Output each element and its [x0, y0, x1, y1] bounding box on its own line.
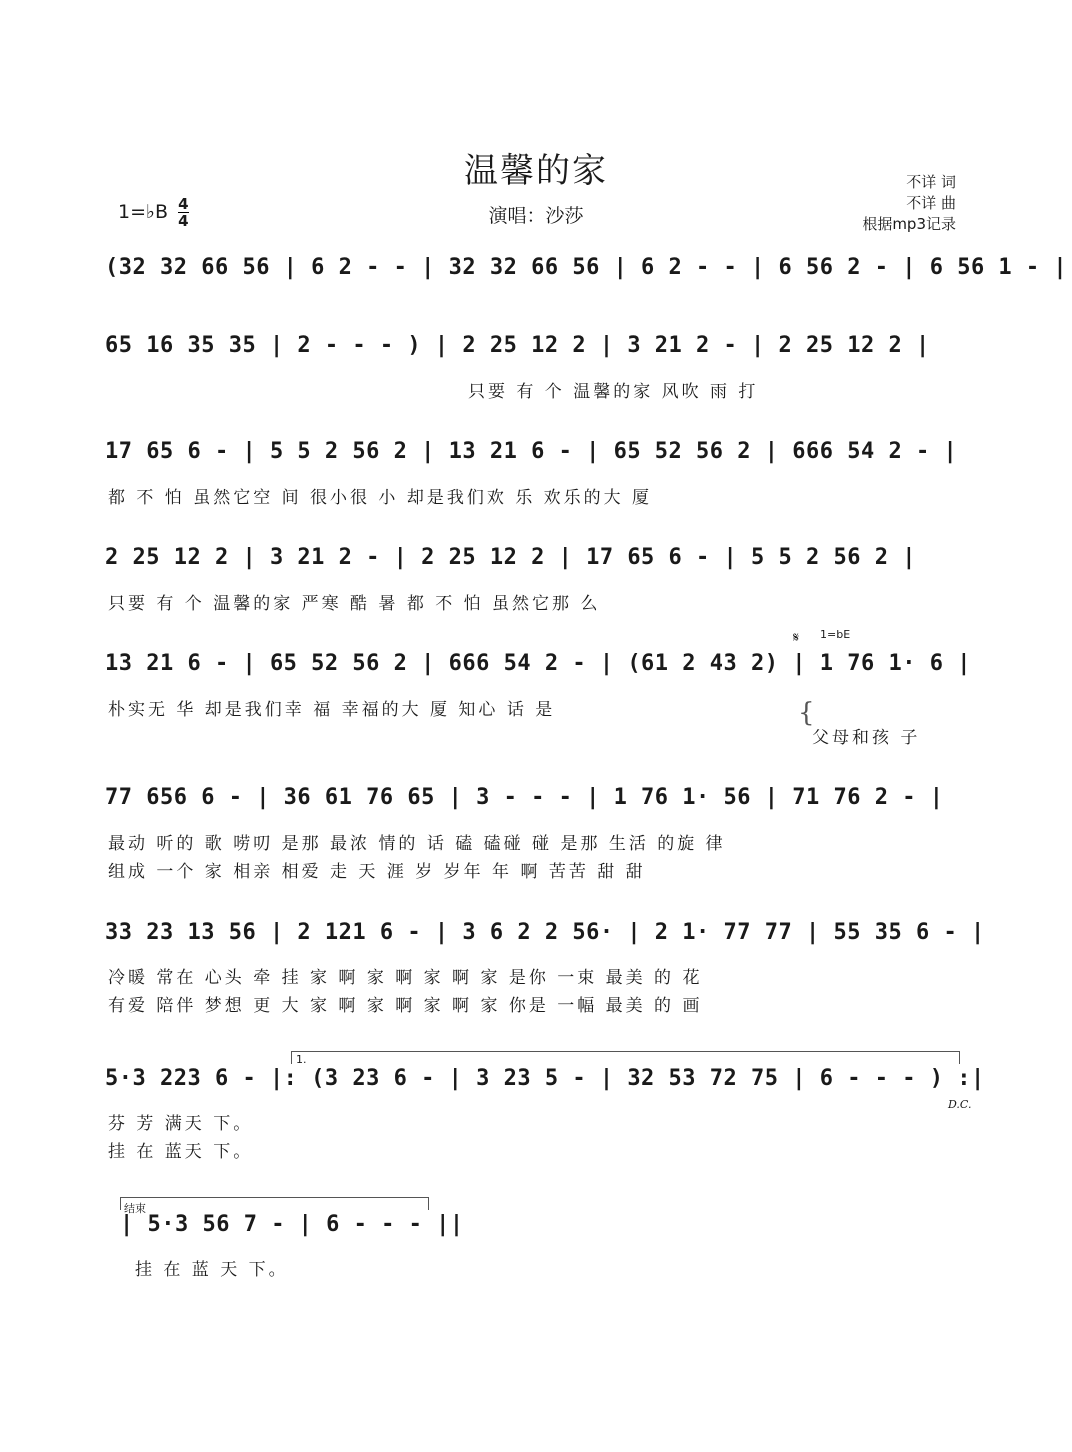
score-row-2-notes: 65 16 35 35 | 2 - - - ) | 2 25 12 2 | 3 21 2 - | 2 25 12 2 | [105, 333, 930, 358]
singer-credit: 演唱：沙莎 [488, 205, 584, 227]
composer-credit: 不详 曲 [906, 194, 956, 212]
score-row-5-notes: 13 21 6 - | 65 52 56 2 | 666 54 2 - | (61 2 43 2) | 1 76 1· 6 | [105, 651, 971, 676]
credits-block [862, 172, 956, 235]
score-row-9-notes: | 5·3 56 7 - | 6 - - - || [120, 1212, 464, 1237]
verse-brace: { [798, 698, 815, 728]
key-signature [118, 196, 189, 229]
score-row-3-notes: 17 65 6 - | 5 5 2 56 2 | 13 21 6 - | 65 52 56 2 | 666 54 2 - | [105, 439, 958, 464]
ending-label: 结束 [124, 1202, 146, 1215]
score-row-8-lyrics-verse-2: 挂 在 蓝天 下。 [108, 1142, 254, 1162]
source-credit: 根据mp3记录 [862, 215, 956, 233]
score-row-4-notes: 2 25 12 2 | 3 21 2 - | 2 25 12 2 | 17 65 6 - | 5 5 2 56 2 | [105, 545, 916, 570]
score-row-1-notes: (32 32 66 56 | 6 2 - - | 32 32 66 56 | 6 2 - - | 6 56 2 - | 6 56 1 - | [105, 255, 1068, 280]
segno-sign: 𝄋 [793, 630, 800, 646]
dc-marking: D.C. [948, 1098, 972, 1111]
score-row-2-lyrics: 只要 有 个 温馨的家 风吹 雨 打 [468, 382, 759, 402]
lyricist-credit: 不详 词 [906, 173, 956, 191]
score-row-7-lyrics-verse-2: 有爱 陪伴 梦想 更 大 家 啊 家 啊 家 啊 家 你是 一幅 最美 的 画 [108, 996, 703, 1016]
ending-bracket [120, 1197, 429, 1210]
score-row-7-notes: 33 23 13 56 | 2 121 6 - | 3 6 2 2 56· | 2 1· 77 77 | 55 35 6 - | [105, 920, 985, 945]
score-row-6-lyrics: 最动 听的 歌 唠叨 是那 最浓 情的 话 磕 磕碰 碰 是那 生活 的旋 律 [108, 834, 726, 854]
first-ending-bracket [291, 1051, 960, 1064]
key-change-label: 1=bE [820, 628, 851, 641]
key-label: 1=♭B [118, 201, 169, 223]
time-signature [178, 196, 188, 229]
score-row-8-notes: 5·3 223 6 - |: (3 23 6 - | 3 23 5 - | 32 53 72 75 | 6 - - - ) :| [105, 1066, 985, 1091]
score-row-6-notes: 77 656 6 - | 36 61 76 65 | 3 - - - | 1 76 1· 56 | 71 76 2 - | [105, 785, 944, 810]
song-title: 温馨的家 [464, 151, 608, 191]
score-row-9-lyrics: 挂 在 蓝 天 下。 [135, 1260, 289, 1280]
score-row-5-lyrics: 朴实无 华 却是我们幸 福 幸福的大 厦 知心 话 是 [108, 700, 556, 720]
score-row-3-lyrics: 都 不 怕 虽然它空 间 很小很 小 却是我们欢 乐 欢乐的大 厦 [108, 488, 653, 508]
score-row-5-lyrics-verse-2: 父母和孩 子 [812, 728, 921, 748]
score-row-4-lyrics: 只要 有 个 温馨的家 严寒 酷 暑 都 不 怕 虽然它那 么 [108, 594, 601, 614]
score-row-6-lyrics-verse-2: 组成 一个 家 相亲 相爱 走 天 涯 岁 岁年 年 啊 苦苦 甜 甜 [108, 862, 646, 882]
time-signature-top: 4 [178, 195, 189, 213]
first-ending-label: 1. [296, 1053, 307, 1066]
time-signature-bottom: 4 [178, 212, 189, 230]
score-row-8-lyrics: 芬 芳 满天 下。 [108, 1114, 254, 1134]
score-row-7-lyrics: 冷暖 常在 心头 牵 挂 家 啊 家 啊 家 啊 家 是你 一束 最美 的 花 [108, 968, 703, 988]
